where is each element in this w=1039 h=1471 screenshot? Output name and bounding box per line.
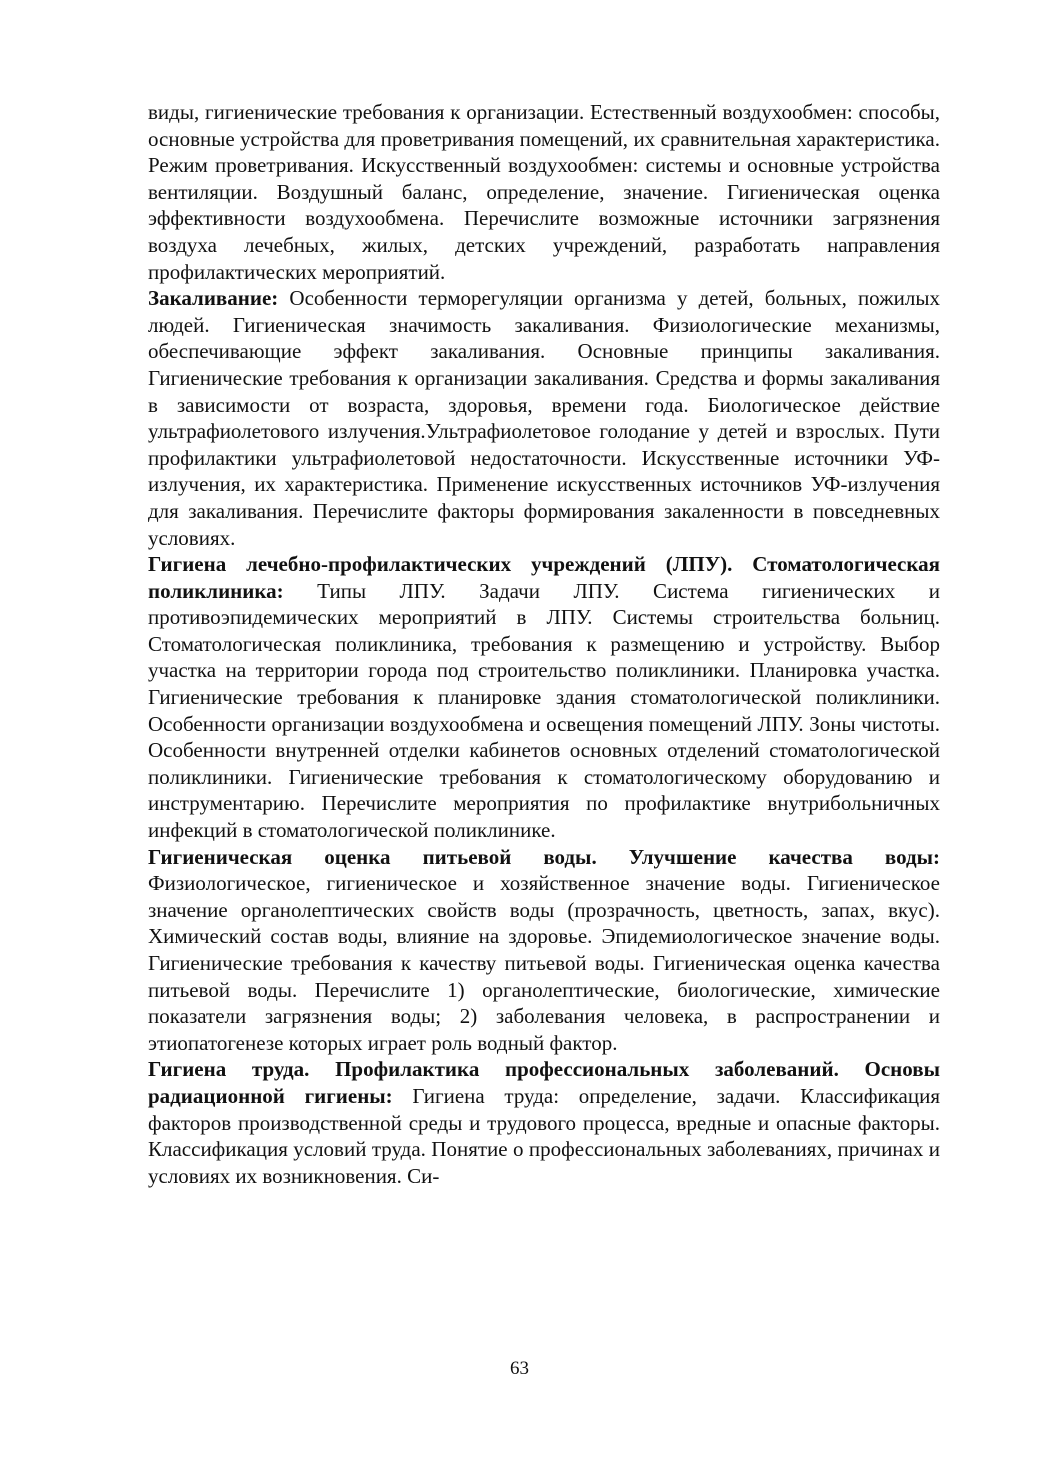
- paragraph-text: Особенности терморегуляции организма у детей, больных, пожилых людей. Гигиеническая значимость закаливания. Физиологические механизмы, обеспечивающие эффект закаливания. Основные принципы закаливания. Гигиенические требования к организации закаливания. Средства и формы закаливания в зависимости от возраста, здоровья, времени года. Биологическое действие ультрафиолетового излучения.Ультрафиолетовое голодание у детей и взрослых. Пути профилактики ультрафиолетовой недостаточности. Искусственные источники УФ-излучения, их характеристика. Применение искусственных источников УФ-излучения для закаливания. Перечислите факторы формирования закаленности в повседневных условиях.: [148, 286, 940, 550]
- paragraph-drinking-water: [148, 844, 940, 1057]
- paragraph-text: Гигиена труда: определение, задачи. Классификация факторов производственной среды и трудового процесса, вредные и опасные факторы. Классификация условий труда. Понятие о профессиональных заболеваниях, причинах и условиях их возникновения. Си-: [148, 1083, 941, 1188]
- page-number: 63: [510, 1358, 529, 1379]
- paragraph-heading: Гигиеническая оценка питьевой воды. Улучшение качества воды:: [148, 844, 940, 869]
- paragraph-heading: Гигиена труда. Профилактика профессиональных заболеваний. Основы радиационной гигиены:: [148, 1057, 940, 1108]
- page-body: [148, 99, 940, 1189]
- paragraph-heading: Гигиена лечебно-профилактических учреждений (ЛПУ). Стоматологическая поликлиника:: [148, 552, 940, 603]
- paragraph-text: виды, гигиенические требования к организации. Естественный воздухообмен: способы, основные устройства для проветривания помещений, их сравнительная характеристика. Режим проветривания. Искусственный воздухообмен: системы и основные устройства вентиляции. Воздушный баланс, определение, значение. Гигиеническая оценка эффективности воздухообмена. Перечислите возможные источники загрязнения воздуха лечебных, жилых, детских учреждений, разработать направления профилактических мероприятий.: [148, 100, 940, 284]
- paragraph-text: Физиологическое, гигиеническое и хозяйственное значение воды. Гигиеническое значение органолептических свойств воды (прозрачность, цветность, запах, вкус). Химический состав воды, влияние на здоровье. Эпидемиологическое значение воды. Гигиенические требования к качеству питьевой воды. Гигиеническая оценка качества питьевой воды. Перечислите 1) органолептические, биологические, химические показатели загрязнения воды; 2) заболевания человека, в распространении и этиопатогенезе которых играет роль водный фактор.: [148, 871, 940, 1055]
- paragraph-text: Типы ЛПУ. Задачи ЛПУ. Система гигиенических и противоэпидемических мероприятий в ЛПУ. Системы строительства больниц. Стоматологическая поликлиника, требования к размещению и устройству. Выбор участка на территории города под строительство поликлиники. Планировка участка. Гигиенические требования к планировке здания стоматологической поликлиники. Особенности организации воздухообмена и освещения помещений ЛПУ. Зоны чистоты. Особенности внутренней отделки кабинетов основных отделений стоматологической поликлиники. Гигиенические требования к стоматологическому оборудованию и инструментарию. Перечислите мероприятия по профилактике внутрибольничных инфекций в стоматологической поликлинике.: [148, 578, 940, 843]
- paragraph-ventilation: [148, 99, 940, 285]
- paragraph-hardening: [148, 285, 940, 551]
- paragraph-occupational-hygiene: [148, 1056, 940, 1189]
- paragraph-heading: Закаливание:: [148, 286, 279, 311]
- paragraph-medical-institutions: [148, 551, 940, 844]
